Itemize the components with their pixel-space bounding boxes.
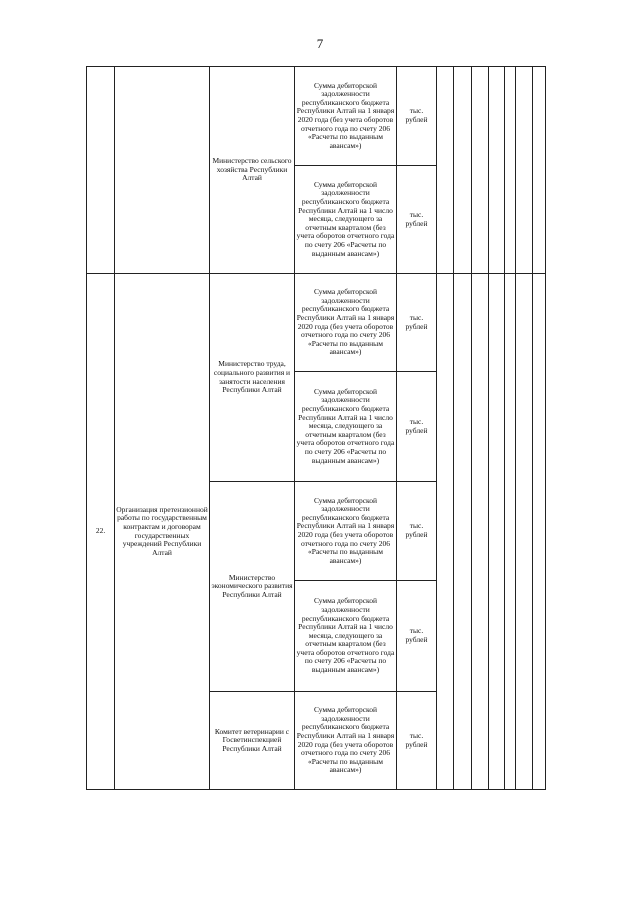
value-cell <box>516 274 533 790</box>
value-cell <box>489 274 505 790</box>
indicator-cell: Сумма дебиторской задолженности республиканского бюджета Республики Алтай на 1 января 2020 года (без учета оборотов отчетного года по счету 206 «Расчеты по выданным авансам») <box>295 692 397 790</box>
value-cell <box>454 67 472 274</box>
objective-cell <box>115 67 210 274</box>
indicator-cell: Сумма дебиторской задолженности республиканского бюджета Республики Алтай на 1 января 2020 года (без учета оборотов отчетного года по счету 206 «Расчеты по выданным авансам») <box>295 67 397 166</box>
unit-cell: тыс. рублей <box>397 372 437 482</box>
objective-cell: Организация претензионной работы по государственным контрактам и договорам государственных учреждений Республики Алтай <box>115 274 210 790</box>
unit-cell: тыс. рублей <box>397 166 437 274</box>
number-cell <box>87 67 115 274</box>
value-cell <box>454 274 472 790</box>
table-row <box>87 274 546 372</box>
value-cell <box>516 67 533 274</box>
indicator-cell: Сумма дебиторской задолженности республиканского бюджета Республики Алтай на 1 число месяца, следующего за отчетным кварталом (без учета оборотов отчетного года по счету 206 «Расчеты по выданным авансам») <box>295 372 397 482</box>
table-row <box>87 67 546 166</box>
value-cell <box>437 67 454 274</box>
value-cell <box>472 67 489 274</box>
indicator-cell: Сумма дебиторской задолженности республиканского бюджета Республики Алтай на 1 число месяца, следующего за отчетным кварталом (без учета оборотов отчетного года по счету 206 «Расчеты по выданным авансам») <box>295 166 397 274</box>
unit-cell: тыс. рублей <box>397 692 437 790</box>
unit-cell: тыс. рублей <box>397 482 437 581</box>
value-cell <box>505 67 516 274</box>
value-cell <box>505 274 516 790</box>
report-table <box>86 66 546 790</box>
indicator-cell: Сумма дебиторской задолженности республиканского бюджета Республики Алтай на 1 января 2020 года (без учета оборотов отчетного года по счету 206 «Расчеты по выданным авансам») <box>295 274 397 372</box>
value-cell <box>489 67 505 274</box>
indicator-cell: Сумма дебиторской задолженности республиканского бюджета Республики Алтай на 1 число месяца, следующего за отчетным кварталом (без учета оборотов отчетного года по счету 206 «Расчеты по выданным авансам») <box>295 581 397 692</box>
value-cell <box>437 274 454 790</box>
ministry-cell: Министерство сельского хозяйства Республики Алтай <box>210 67 295 274</box>
value-cell <box>533 67 546 274</box>
unit-cell: тыс. рублей <box>397 581 437 692</box>
row-number: 22. <box>87 274 115 790</box>
ministry-cell: Министерство труда, социального развития и занятости населения Республики Алтай <box>210 274 295 482</box>
ministry-cell: Министерство экономического развития Республики Алтай <box>210 482 295 692</box>
ministry-cell: Комитет ветеринарии с Госветинспекцией Республики Алтай <box>210 692 295 790</box>
indicator-cell: Сумма дебиторской задолженности республиканского бюджета Республики Алтай на 1 января 2020 года (без учета оборотов отчетного года по счету 206 «Расчеты по выданным авансам») <box>295 482 397 581</box>
unit-cell: тыс. рублей <box>397 67 437 166</box>
page-number: 7 <box>316 36 324 51</box>
value-cell <box>533 274 546 790</box>
value-cell <box>472 274 489 790</box>
unit-cell: тыс. рублей <box>397 274 437 372</box>
